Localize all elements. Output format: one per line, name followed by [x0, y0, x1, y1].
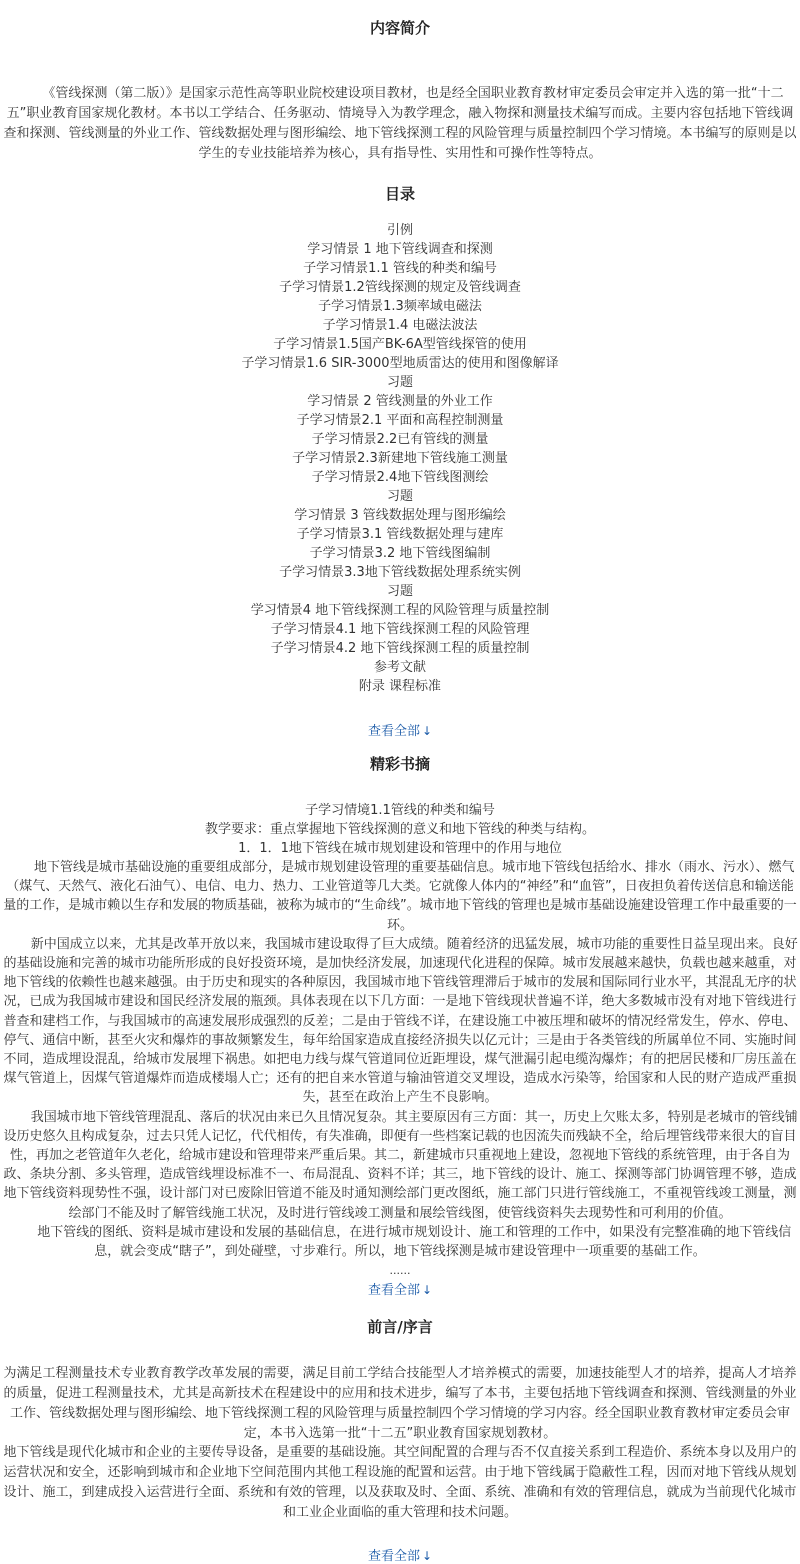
preface-view-all-label: 查看全部 [367, 1548, 420, 1564]
toc-item: 习题 [386, 489, 413, 504]
excerpt-paragraph: 新中国成立以来，尤其是改革开放以来，我国城市建设取得了巨大成绩。随着经济的迅猛发展，城市功能的重要性日益呈现出来。良好的基础设施和完善的城市功能所形成的良好投资环境，是加快经济发展，加速现代化进程的保障。城市发展越来越快，负载也越来越重，对地下管线的依赖性也越来越强。由于历史和现实的各种原因，我国城市地下管线管理滞后于城市的发展和国际同行业水平，其混乱无序的状况，已成为我国城市建设和国民经济发展的瓶颈。具体表现在以下几方面：一是地下管线现状普遍不详，绝大多数城市没有对地下管线进行普查和建档工作，与我国城市的高速发展形成强烈的反差；二是由于管线不详，在建设施工中被压埋和破坏的情况经常发生，停水、停电、停气、通信中断，甚至火灾和爆炸的事故频繁发生，每年给国家造成直接经济损失以亿元计；三是由于各类管线的所属单位不同、实施时间不同，造成埋设混乱，给城市发展埋下祸患。如把电力线与煤气管道同位近距埋设，煤气泄漏引起电缆沟爆炸；有的把居民楼和厂房压盖在煤气管道上，因煤气管道爆炸而造成楼塌人亡；还有的把自来水管道与输油管道交叉埋设，造成水污染等，给国家和人民的财产造成严重损失，甚至在政治上产生不良影响。 [3, 936, 798, 1106]
excerpt-title: 精彩书摘 [369, 755, 430, 773]
intro-title: 内容简介 [369, 19, 430, 37]
toc-item: 子学习情景2.4地下管线图测绘 [311, 470, 489, 485]
toc-item: 子学习情景2.1 平面和高程控制测量 [296, 413, 504, 428]
toc-item: 学习情景 2 管线测量的外业工作 [307, 394, 493, 409]
toc-item: 引例 [386, 223, 413, 238]
arrow-down-icon: ↓ [421, 1548, 433, 1563]
toc-item: 子学习情景4.1 地下管线探测工程的风险管理 [270, 622, 530, 637]
toc-item: 学习情景 1 地下管线调查和探测 [307, 242, 493, 257]
arrow-down-icon: ↓ [421, 724, 433, 738]
toc-item: 附录 课程标准 [358, 679, 442, 694]
toc-item: 学习情景 3 管线数据处理与图形编绘 [294, 508, 506, 523]
excerpt-ellipsis: ...... [389, 1264, 411, 1278]
preface-title: 前言/序言 [367, 1318, 433, 1337]
toc-list [0, 221, 800, 696]
toc-title: 目录 [384, 185, 415, 203]
preface-paragraph: 为满足工程测量技术专业教育教学改革发展的需要，满足目前工学结合技能型人才培养模式的需要，加速技能型人才的培养，提高人才培养的质量，促进工程测量技术，尤其是高新技术在程建设中的应用和技术进步，编写了本书，主要包括地下管线调查和探测、管线测量的外业工作、管线数据处理与图形编绘、地下管线探测工程的风险管理与质量控制四个学习情境的学习内容。经全国职业教育教材审定委员会审定，本书入选第一批“十二五”职业教育国家规划教材。 [3, 1366, 797, 1441]
toc-item: 学习情景4 地下管线探测工程的风险管理与质量控制 [250, 603, 550, 618]
excerpt-view-all-label: 查看全部 [367, 1283, 420, 1299]
toc-item: 子学习情景3.3地下管线数据处理系统实例 [279, 565, 521, 580]
toc-item: 子学习情景1.4 电磁法波法 [322, 318, 478, 333]
excerpt-paragraph: 我国城市地下管线管理混乱、落后的状况由来已久且情况复杂。其主要原因有三方面：其一，历史上欠账太多，特别是老城市的管线铺设历史悠久且构成复杂，过去只凭人记忆，代代相传，有失准确，即便有一些档案记载的也因流失而残缺不全，给后埋管线带来很大的盲目性，再加之老管道年久老化，给城市建设和管理带来严重后果。其二，新建城市只重视地上建设，忽视地下管线的系统管理，由于各自为政、条块分割、多头管理，造成管线埋设标准不一、布局混乱、资料不详；其三，地下管线的设计、施工、探测等部门协调管理不够，造成地下管线资料现势性不强，设计部门对已废除旧管道不能及时通知测绘部门更改图纸，施工部门只进行管线施工，不重视管线竣工测量，测绘部门不能及时了解管线施工状况，及时进行管线竣工测量和展绘管线图，使管线资料失去现势性和可利用的价值。 [3, 1109, 798, 1221]
toc-view-all-link[interactable] [368, 720, 432, 739]
excerpt-headings [0, 801, 800, 858]
toc-item: 子学习情景3.1 管线数据处理与建库 [296, 527, 504, 542]
toc-item: 子学习情景1.1 管线的种类和编号 [303, 261, 497, 276]
toc-item: 子学习情景1.3频率域电磁法 [318, 299, 482, 314]
toc-item: 习题 [386, 584, 413, 599]
toc-item: 子学习情景3.2 地下管线图编制 [309, 546, 491, 561]
toc-view-all-label: 查看全部 [367, 724, 420, 739]
arrow-down-icon: ↓ [421, 1283, 433, 1298]
excerpt-heading-3: 1．1．1地下管线在城市规划建设和管理中的作用与地位 [238, 841, 562, 856]
excerpt-view-all-link[interactable] [368, 1279, 432, 1298]
toc-item: 子学习情景1.5国产BK-6A型管线探管的使用 [273, 337, 527, 352]
excerpt-paragraph: 地下管线是城市基础设施的重要组成部分，是城市规划建设管理的重要基础信息。城市地下管线包括给水、排水（雨水、污水）、燃气（煤气、天然气、液化石油气）、电信、电力、热力、工业管道等几大类。它就像人体内的“神经”和“血管”，日夜担负着传送信息和输送能量的工作，是城市赖以生存和发展的物质基础，被称为城市的“生命线”。城市地下管线的管理也是城市基础设施建设管理工作中最重要的一环。 [3, 860, 797, 933]
toc-item: 子学习情景4.2 地下管线探测工程的质量控制 [270, 641, 530, 656]
preface-paragraph: 地下管线是现代化城市和企业的主要传导设备，是重要的基础设施。其空间配置的合理与否不仅直接关系到工程造价、系统本身以及用户的运营状况和安全，还影响到城市和企业地下空间范围内其他工程设施的配置和运营。由于地下管线属于隐蔽性工程，因而对地下管线从规划设计、施工，到建成投入运营进行全面、系统和有效的管理，以及获取及时、全面、系统、准确和有效的管理信息，就成为当前现代化城市和工业企业面临的重大管理和技术问题。 [3, 1445, 797, 1520]
preface-body [0, 1364, 800, 1522]
toc-item: 子学习情景2.2已有管线的测量 [311, 432, 489, 447]
preface-view-all-link[interactable] [368, 1545, 432, 1564]
toc-item: 习题 [386, 375, 413, 390]
excerpt-heading-2: 教学要求：重点掌握地下管线探测的意义和地下管线的种类与结构。 [204, 822, 595, 837]
excerpt-paragraph: 地下管线的图纸、资料是城市建设和发展的基础信息，在进行城市规划设计、施工和管理的工作中，如果没有完整准确的地下管线信息，就会变成“瞎子”，到处碰壁，寸步难行。所以，地下管线探测是城市建设管理中一项重要的基础工作。 [37, 1224, 792, 1260]
excerpt-heading-1: 子学习情境1.1管线的种类和编号 [305, 803, 495, 818]
toc-item: 子学习情景1.2管线探测的规定及管线调查 [279, 280, 521, 295]
toc-item: 参考文献 [373, 660, 426, 675]
intro-text: 《管线探测（第二版）》是国家示范性高等职业院校建设项目教材，也是经全国职业教育教材审定委员会审定并入选的第一批“十二五”职业教育国家规化教材。本书以工学结合、任务驱动、情境导入为教学理念，融入物探和测量技术编写而成。主要内容包括地下管线调查和探测、管线测量的外业工作、管线数据处理与图形编绘、地下管线探测工程的风险管理与质量控制四个学习情境。本书编写的原则是以学生的专业技能培养为核心，具有指导性、实用性和可操作性等特点。 [3, 86, 797, 161]
toc-item: 子学习情景1.6 SIR-3000型地质雷达的使用和图像解译 [241, 356, 559, 371]
toc-item: 子学习情景2.3新建地下管线施工测量 [292, 451, 508, 466]
